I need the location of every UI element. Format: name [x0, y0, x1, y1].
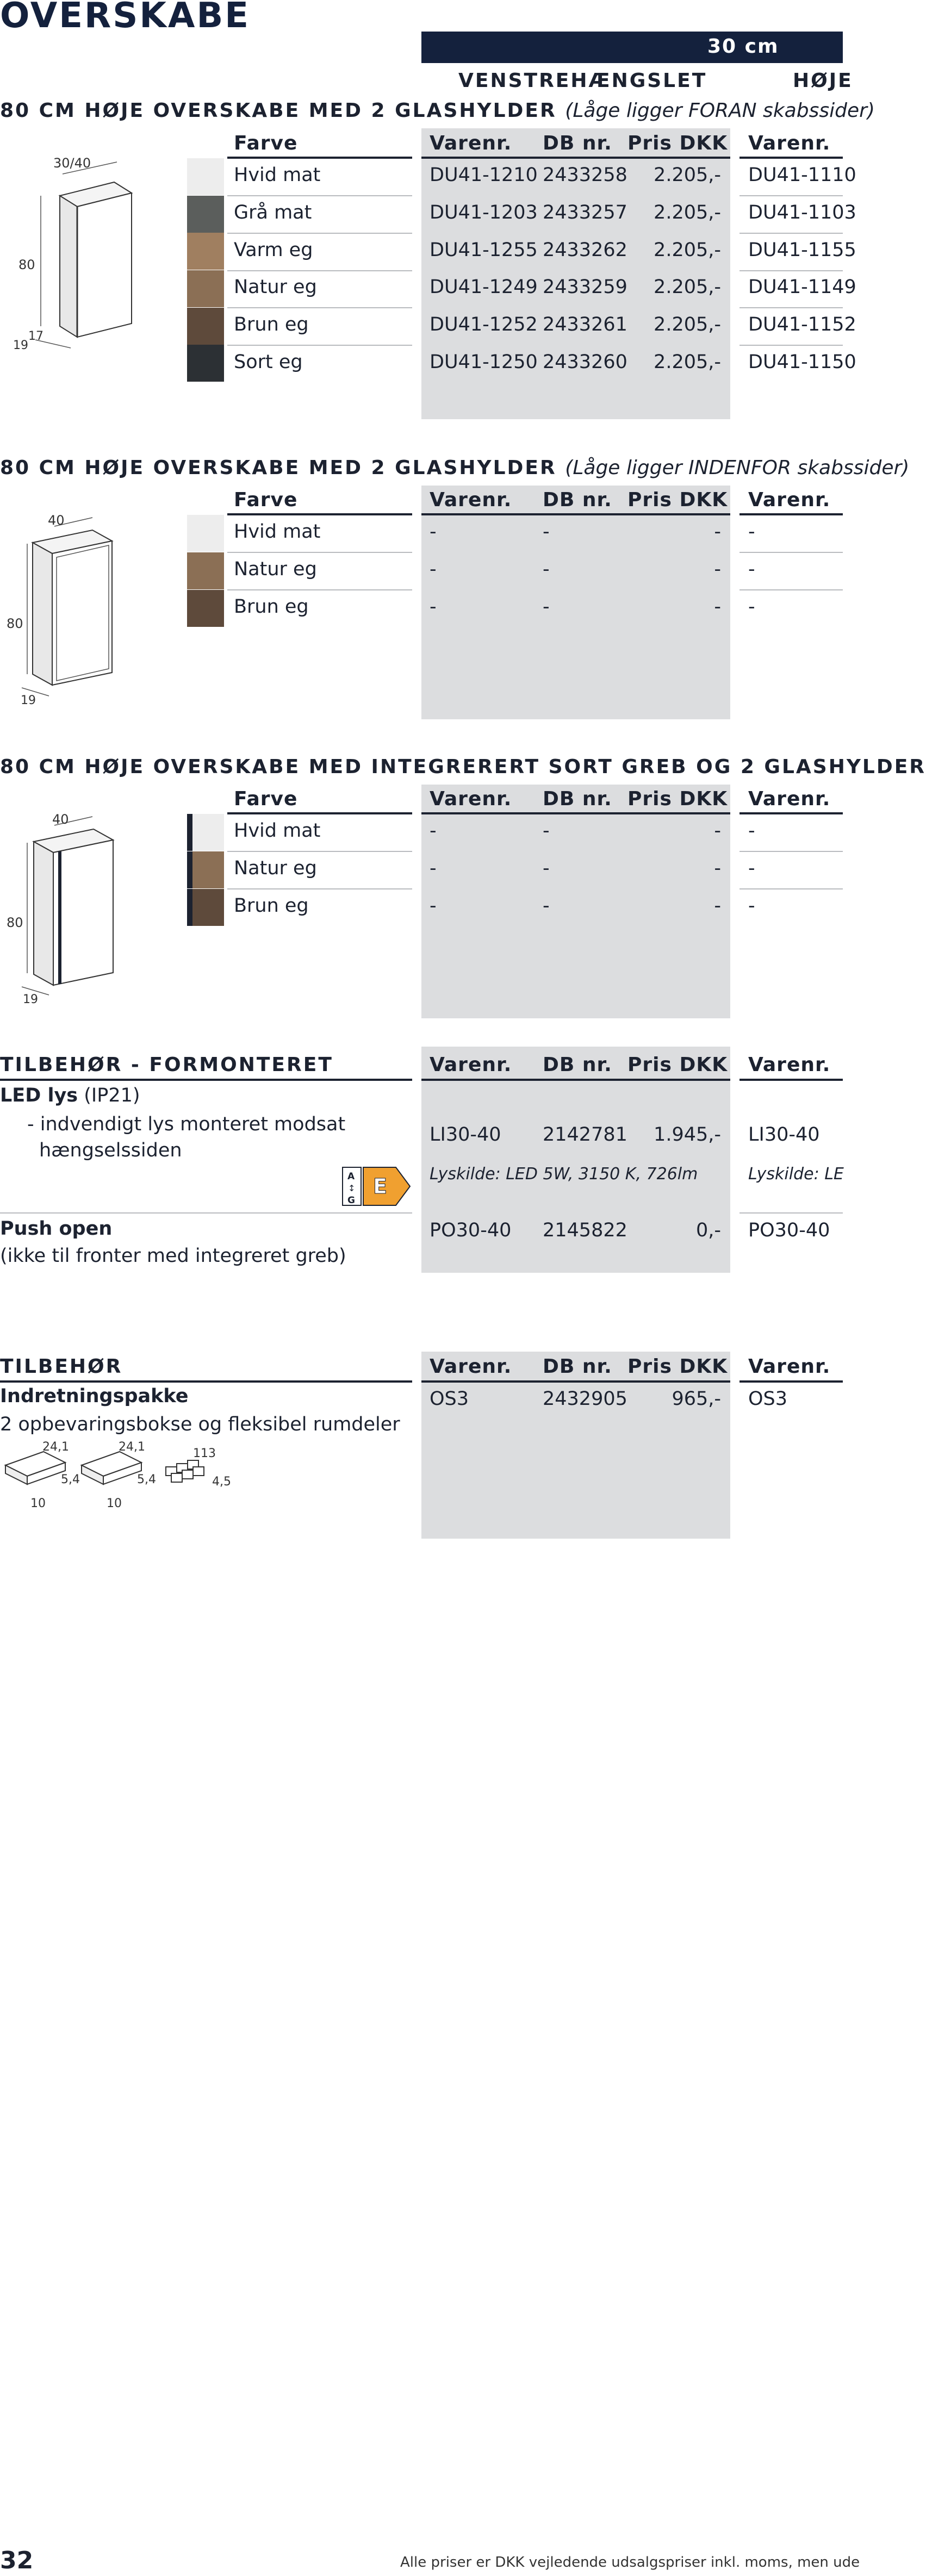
- dim-height: 80: [7, 616, 23, 631]
- s3-item: -: [430, 857, 437, 879]
- s1-header-item-right: Varenr.: [748, 132, 831, 154]
- acc2-header-price: Pris DKK: [627, 1355, 728, 1378]
- s1-item-right: DU41-1155: [748, 239, 856, 261]
- s1-db: 2433258: [543, 164, 627, 186]
- cabinet-drawing-3: [5, 810, 130, 1006]
- s3-item: -: [430, 895, 437, 917]
- swatch-gra-mat: [187, 196, 224, 233]
- dim-height: 80: [7, 915, 23, 930]
- s1-color: Hvid mat: [234, 164, 321, 186]
- swatch-varm-eg: [187, 233, 224, 270]
- acc1-header-item: Varenr.: [430, 1054, 512, 1076]
- box2-depth: 10: [107, 1497, 122, 1510]
- box1-width: 24,1: [42, 1440, 69, 1454]
- push-desc: (ikke til fronter med integreret greb): [0, 1245, 346, 1267]
- led-rating: (IP21): [84, 1085, 140, 1106]
- box1-height: 5,4: [61, 1473, 80, 1486]
- energy-label-icon: [341, 1166, 412, 1207]
- acc2-rule: [739, 1380, 843, 1383]
- hinge-left-label: VENSTREHÆNGSLET: [458, 70, 707, 92]
- led-item-right: LI30-40: [748, 1124, 820, 1146]
- swatch-brun-eg: [187, 590, 224, 627]
- insert-pack-name: Indretningspakke: [0, 1385, 189, 1407]
- row-divider: [739, 345, 843, 346]
- swatch-natur-eg: [187, 270, 224, 307]
- s3-db: -: [543, 820, 550, 842]
- row-divider: [227, 195, 412, 196]
- row-divider: [739, 195, 843, 196]
- acc2-rule: [0, 1380, 412, 1383]
- s1-price: 2.205,-: [654, 351, 721, 373]
- section-2-title-text: 80 CM HØJE OVERSKABE MED 2 GLASHYLDER: [0, 457, 557, 479]
- s3-db: -: [543, 857, 550, 879]
- section-2-title: [0, 457, 909, 479]
- svg-text:↕: ↕: [348, 1183, 356, 1193]
- section-3-title: [0, 756, 926, 778]
- s3-header-item-right: Varenr.: [748, 788, 831, 810]
- s2-item: -: [430, 521, 437, 543]
- s1-color: Brun eg: [234, 314, 309, 335]
- led-desc-2: hængselssiden: [39, 1140, 182, 1161]
- s2-rule: [227, 513, 412, 515]
- box2-height: 5,4: [137, 1473, 156, 1486]
- dim-depth-a: 17: [28, 329, 43, 343]
- acc1-divider: [0, 1212, 412, 1214]
- s3-rule: [739, 812, 843, 814]
- s1-header-color: Farve: [234, 132, 298, 154]
- s2-price: -: [714, 596, 721, 618]
- hinge-right-label: HØJE: [793, 70, 853, 92]
- acc1-header-price: Pris DKK: [627, 1054, 728, 1076]
- acc1-header-item-right: Varenr.: [748, 1054, 831, 1076]
- swatch-hvid-mat-greb: [187, 814, 224, 851]
- push-item-right: PO30-40: [748, 1219, 830, 1241]
- row-divider: [227, 851, 412, 852]
- row-divider: [227, 270, 412, 271]
- acc2-rule: [421, 1380, 730, 1383]
- s1-db: 2433259: [543, 276, 627, 298]
- s1-rule: [227, 157, 412, 159]
- s1-item: DU41-1203: [430, 202, 538, 223]
- s1-item-right: DU41-1152: [748, 314, 856, 335]
- s1-db: 2433261: [543, 314, 627, 335]
- push-name: Push open: [0, 1218, 113, 1240]
- accessories-title: TILBEHØR: [0, 1355, 123, 1378]
- s1-color: Grå mat: [234, 202, 312, 223]
- s1-price: 2.205,-: [654, 276, 721, 298]
- s3-price: -: [714, 857, 721, 879]
- s3-db: -: [543, 895, 550, 917]
- insert-price: 965,-: [672, 1388, 721, 1410]
- s2-color: Brun eg: [234, 596, 309, 618]
- s2-price: -: [714, 558, 721, 580]
- s2-header-item: Varenr.: [430, 489, 512, 511]
- row-divider: [227, 345, 412, 346]
- swatch-brun-eg-greb: [187, 889, 224, 926]
- section-1-title-text: 80 CM HØJE OVERSKABE MED 2 GLASHYLDER: [0, 99, 557, 122]
- row-divider: [227, 589, 412, 590]
- s3-color: Hvid mat: [234, 820, 321, 842]
- section-3-title-text: 80 CM HØJE OVERSKABE MED INTEGRERERT SORT GREB OG 2 GLASHYLDER: [0, 756, 926, 778]
- insert-pack-drawing: [0, 1441, 245, 1517]
- swatch-hvid-mat: [187, 158, 224, 195]
- s2-db: -: [543, 521, 550, 543]
- dim-depth: 19: [21, 694, 36, 707]
- s2-item-right: -: [748, 558, 755, 580]
- box1-depth: 10: [30, 1497, 46, 1510]
- cabinet-drawing-1: [11, 152, 141, 364]
- s2-rule: [739, 513, 843, 515]
- divider-height: 4,5: [212, 1475, 231, 1489]
- dim-height: 80: [18, 257, 35, 272]
- s2-rule: [421, 513, 730, 515]
- s2-color: Hvid mat: [234, 521, 321, 543]
- push-db: 2145822: [543, 1219, 627, 1241]
- s1-item-right: DU41-1149: [748, 276, 856, 298]
- s1-item: DU41-1210: [430, 164, 538, 186]
- swatch-natur-eg: [187, 552, 224, 589]
- swatch-natur-eg-greb: [187, 851, 224, 888]
- box2-width: 24,1: [119, 1440, 145, 1454]
- s2-header-item-right: Varenr.: [748, 489, 831, 511]
- s3-item-right: -: [748, 820, 755, 842]
- s2-price: -: [714, 521, 721, 543]
- push-item: PO30-40: [430, 1219, 512, 1241]
- acc1-divider: [739, 1212, 843, 1214]
- energy-class: E: [373, 1174, 387, 1198]
- page-title: OVERSKABE: [0, 0, 250, 36]
- row-divider: [739, 307, 843, 308]
- section-2-note: (Låge ligger INDENFOR skabssider): [565, 457, 910, 479]
- s2-item-right: -: [748, 596, 755, 618]
- s1-color: Natur eg: [234, 276, 317, 298]
- s2-item: -: [430, 558, 437, 580]
- insert-item: OS3: [430, 1388, 469, 1410]
- led-item: LI30-40: [430, 1124, 501, 1146]
- s1-header-db: DB nr.: [543, 132, 612, 154]
- s1-color: Varm eg: [234, 239, 313, 261]
- acc1-rule: [421, 1079, 730, 1081]
- footer-note: Alle priser er DKK vejledende udsalgspriser inkl. moms, men ude: [400, 2554, 860, 2571]
- s1-item: DU41-1255: [430, 239, 538, 261]
- energy-scale-bottom: G: [347, 1195, 355, 1206]
- row-divider: [227, 307, 412, 308]
- s1-color: Sort eg: [234, 351, 303, 373]
- s1-item: DU41-1250: [430, 351, 538, 373]
- row-divider: [739, 233, 843, 234]
- section-1-note: (Låge ligger FORAN skabssider): [565, 99, 875, 122]
- s2-header-db: DB nr.: [543, 489, 612, 511]
- led-name: LED lys: [0, 1085, 78, 1106]
- s3-color: Brun eg: [234, 895, 309, 917]
- acc2-header-item: Varenr.: [430, 1355, 512, 1378]
- s1-price: 2.205,-: [654, 239, 721, 261]
- row-divider: [739, 270, 843, 271]
- insert-db: 2432905: [543, 1388, 627, 1410]
- acc1-rule: [0, 1079, 412, 1081]
- row-divider: [227, 888, 412, 889]
- s1-rule: [421, 157, 730, 159]
- s3-price: -: [714, 820, 721, 842]
- dim-width: 30/40: [53, 155, 91, 171]
- s1-item-right: DU41-1150: [748, 351, 856, 373]
- s1-db: 2433262: [543, 239, 627, 261]
- s1-price: 2.205,-: [654, 314, 721, 335]
- row-divider: [739, 552, 843, 553]
- s1-item-right: DU41-1110: [748, 164, 856, 186]
- cabinet-drawing-2: [5, 511, 130, 707]
- s1-item-right: DU41-1103: [748, 202, 856, 223]
- led-desc-1: - indvendigt lys monteret modsat: [27, 1113, 346, 1135]
- acc2-header-db: DB nr.: [543, 1355, 612, 1378]
- s1-header-item: Varenr.: [430, 132, 512, 154]
- s1-price: 2.205,-: [654, 164, 721, 186]
- page-number: 32: [0, 2547, 34, 2574]
- s3-header-price: Pris DKK: [627, 788, 728, 810]
- swatch-sort-eg: [187, 345, 224, 382]
- led-source: Lyskilde: LED 5W, 3150 K, 726lm: [430, 1165, 698, 1184]
- acc2-header-item-right: Varenr.: [748, 1355, 831, 1378]
- led-name-line: [0, 1085, 140, 1106]
- s2-color: Natur eg: [234, 558, 317, 580]
- dim-width: 40: [48, 513, 65, 528]
- s1-item: DU41-1249: [430, 276, 538, 298]
- s2-header-price: Pris DKK: [627, 489, 728, 511]
- price-panel-5: [421, 1352, 730, 1539]
- s3-item: -: [430, 820, 437, 842]
- row-divider: [739, 589, 843, 590]
- s3-rule: [227, 812, 412, 814]
- insert-item-right: OS3: [748, 1388, 788, 1410]
- push-price: 0,-: [695, 1219, 721, 1241]
- s1-header-price: Pris DKK: [627, 132, 728, 154]
- s1-rule: [739, 157, 843, 159]
- dim-depth: 19: [23, 993, 38, 1006]
- row-divider: [739, 888, 843, 889]
- acc1-header-db: DB nr.: [543, 1054, 612, 1076]
- s2-item: -: [430, 596, 437, 618]
- s3-header-item: Varenr.: [430, 788, 512, 810]
- row-divider: [739, 851, 843, 852]
- s2-db: -: [543, 558, 550, 580]
- s3-price: -: [714, 895, 721, 917]
- led-db: 2142781: [543, 1124, 627, 1146]
- s1-db: 2433257: [543, 202, 627, 223]
- s3-item-right: -: [748, 895, 755, 917]
- s2-item-right: -: [748, 521, 755, 543]
- s3-header-color: Farve: [234, 788, 298, 810]
- size-bar: [421, 32, 843, 63]
- s3-header-db: DB nr.: [543, 788, 612, 810]
- row-divider: [227, 233, 412, 234]
- led-price: 1.945,-: [654, 1124, 721, 1146]
- s1-item: DU41-1252: [430, 314, 538, 335]
- row-divider: [227, 552, 412, 553]
- energy-scale-top: A: [347, 1171, 355, 1182]
- acc1-rule: [739, 1079, 843, 1081]
- s1-price: 2.205,-: [654, 202, 721, 223]
- led-source-right: Lyskilde: LE: [748, 1165, 844, 1184]
- dim-depth-b: 19: [13, 339, 28, 352]
- divider-width: 113: [193, 1447, 216, 1460]
- s2-db: -: [543, 596, 550, 618]
- s1-db: 2433260: [543, 351, 627, 373]
- dim-width: 40: [52, 812, 69, 827]
- s2-header-color: Farve: [234, 489, 298, 511]
- s3-item-right: -: [748, 857, 755, 879]
- section-1-title: [0, 99, 875, 122]
- swatch-hvid-mat: [187, 515, 224, 552]
- swatch-brun-eg: [187, 308, 224, 345]
- s3-rule: [421, 812, 730, 814]
- insert-pack-desc: 2 opbevaringsbokse og fleksibel rumdeler: [0, 1414, 400, 1435]
- s3-color: Natur eg: [234, 857, 317, 879]
- accessories-premounted-title: TILBEHØR - FORMONTERET: [0, 1054, 333, 1076]
- size-label: 30 cm: [707, 35, 779, 58]
